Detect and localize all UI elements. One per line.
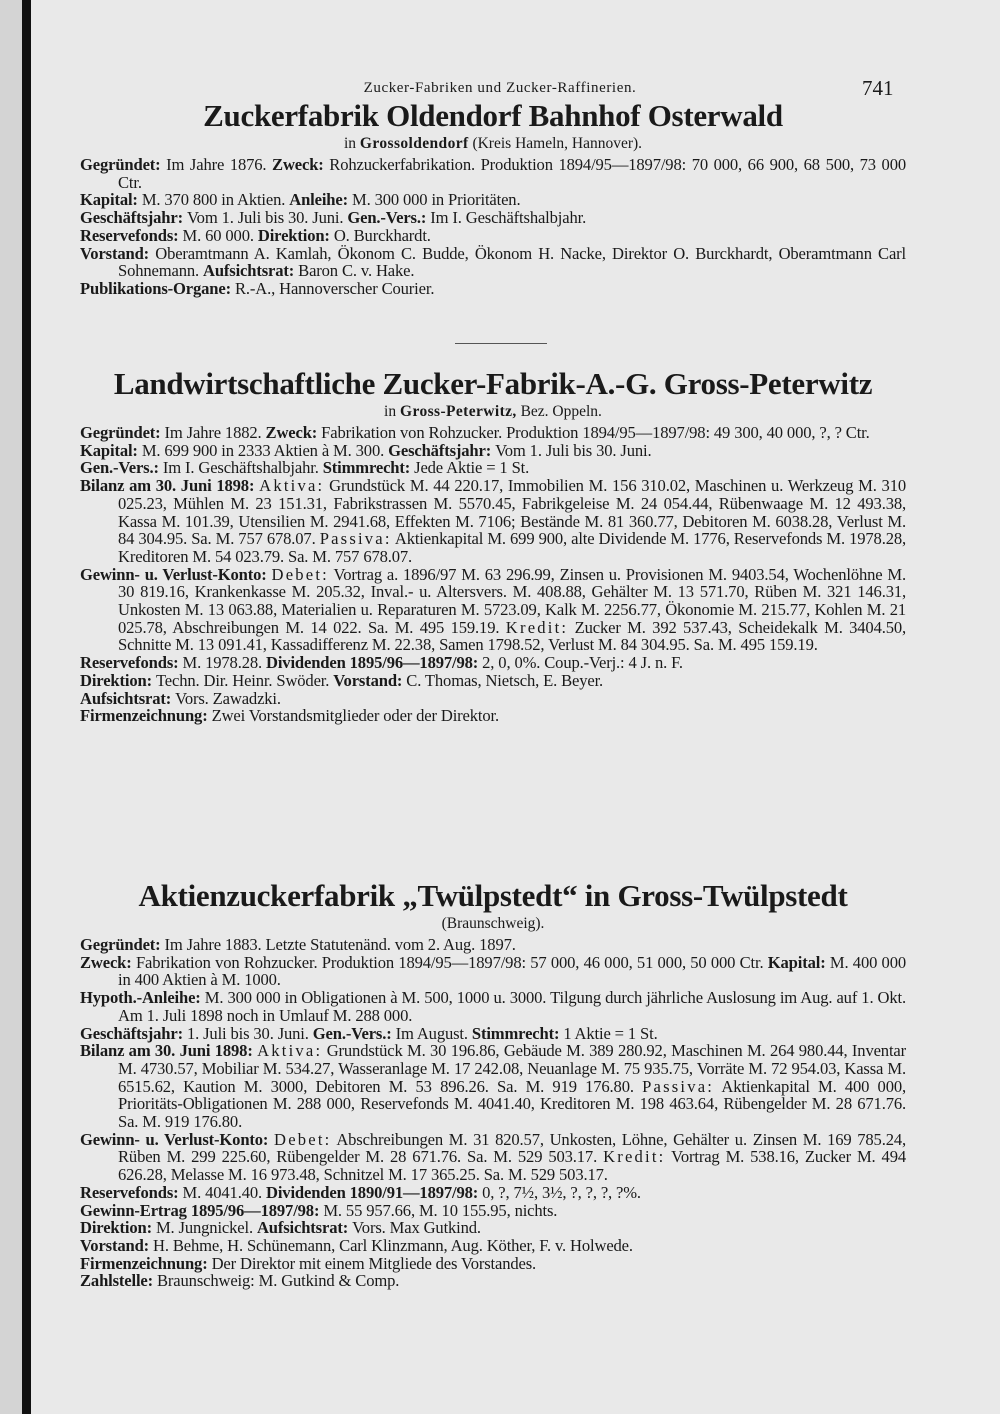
field-value: R.-A., Hannoverscher Courier. xyxy=(234,278,435,298)
field-value: Zwei Vorstandsmitglieder oder der Direktor. xyxy=(211,706,499,726)
field-value: 0, ?, 7½, 3½, ?, ?, ?, ?%. xyxy=(482,1182,641,1202)
field-label: Geschäftsjahr: xyxy=(80,1023,187,1043)
field-label: Kapital: xyxy=(767,952,830,972)
field-label: Direktion: xyxy=(80,1218,156,1238)
field-value: Grundstück M. 30 196.86, Gebäude M. 389 280.92, Maschinen M. 264 980.44, Inventar M. 4730.57, Mobiliar M. 534.27, Wasseranlage M. 17 242.08, Neuanlage M. 75 935.75, Vorräte M. 72 954.03, Kassa M. 6515.62, Kaution M. 3000, Debitoren M. 53 896.26. Sa. M. 919 176.80. xyxy=(118,1041,906,1096)
entry-paragraph xyxy=(80,1202,906,1220)
field-value: Rohzuckerfabrikation. Produktion 1894/95—1897/98: 70 000, 66 900, 68 500, 73 000 Ctr. xyxy=(118,155,906,192)
field-label: Zweck: xyxy=(265,423,322,442)
field-label: Gen.-Vers.: xyxy=(312,1023,396,1043)
account-side-label: Passiva: xyxy=(642,1076,715,1096)
entry-paragraph xyxy=(80,227,906,245)
field-value: M. 300 000 in Obligationen à M. 500, 1000 u. 3000. Tilgung durch jährliche Auslosung im Aug. auf 1. Okt. Am 1. Juli 1898 noch in Umlauf M. 288 000. xyxy=(118,988,906,1025)
entry-paragraph xyxy=(80,1237,906,1255)
field-value: Vors. Max Gutkind. xyxy=(352,1218,481,1238)
field-label: Aufsichtsrat: xyxy=(256,1218,353,1238)
field-value: M. 300 000 in Prioritäten. xyxy=(351,190,521,210)
field-value: Oberamtmann A. Kamlah, Ökonom C. Budde, Ökonom H. Nacke, Direktor O. Burckhardt, Oberamtmann Carl Sohnemann. xyxy=(118,243,906,281)
entry-paragraph xyxy=(80,690,906,708)
field-label: Zweck: xyxy=(272,155,330,174)
field-label: Aufsichtsrat: xyxy=(203,261,299,281)
field-value: C. Thomas, Nietsch, E. Beyer. xyxy=(406,670,604,690)
field-label: Stimmrecht: xyxy=(322,458,415,478)
company-location xyxy=(80,402,906,422)
entry-paragraph xyxy=(80,459,906,477)
field-label: Zahlstelle: xyxy=(80,1271,158,1291)
field-value: Fabrikation von Rohzucker. Produktion 1894/95—1897/98: 49 300, 40 000, ?, ? Ctr. xyxy=(321,423,870,442)
field-value: Grundstück M. 44 220.17, Immobilien M. 156 310.02, Maschinen u. Werkzeug M. 310 025.23, Mühlen M. 23 151.31, Fabrikstrassen M. 5570.45, Fabrikgeleise M. 24 054.44, Rübenwaage M. 12 493.38, Kassa M. 101.39, Utensilien M. 2941.68, Effekten M. 7106; Bestände M. 81 360.77, Debitoren M. 6038.28, Verlust M. 84 304.95. Sa. M. 757 678.07. xyxy=(118,476,906,549)
field-label: Gen.-Vers.: xyxy=(80,458,163,478)
field-value: M. 400 000 in 400 Aktien à M. 1000. xyxy=(118,952,906,990)
field-value: Techn. Dir. Heinr. Swöder. xyxy=(155,670,334,690)
field-value: Baron C. v. Hake. xyxy=(298,261,415,281)
field-label: Anleihe: xyxy=(289,190,352,210)
entry-paragraph xyxy=(80,245,906,280)
field-value: Vors. Zawadzki. xyxy=(175,688,281,708)
field-label: Hypoth.-Anleihe: xyxy=(80,988,205,1008)
company-title: Zuckerfabrik Oldendorf Bahnhof Osterwald xyxy=(203,98,783,133)
company-title: Landwirtschaftliche Zucker-Fabrik-A.-G. Gross-Peterwitz xyxy=(113,366,873,401)
location-prefix: in xyxy=(384,403,400,420)
entry-paragraph xyxy=(80,672,906,690)
field-value: Im I. Geschäftshalbjahr. xyxy=(430,208,587,228)
entry-paragraph xyxy=(80,477,906,566)
field-value: Im August. xyxy=(395,1023,472,1043)
section-divider xyxy=(455,343,547,344)
entry-paragraph xyxy=(80,989,906,1024)
field-value: Vom 1. Juli bis 30. Juni. xyxy=(186,208,348,228)
entry-paragraph xyxy=(80,1025,906,1043)
entry-paragraph xyxy=(80,209,906,227)
field-label: Geschäftsjahr: xyxy=(388,440,496,460)
field-label: Kapital: xyxy=(80,440,142,460)
scan-edge xyxy=(0,0,22,1414)
entry-paragraph xyxy=(80,1131,906,1184)
field-label: Bilanz am 30. Juni 1898: xyxy=(80,1041,258,1061)
field-label: Direktion: xyxy=(257,225,334,245)
field-label: Aufsichtsrat: xyxy=(80,688,176,708)
account-side-label: Aktiva: xyxy=(257,1041,323,1061)
field-label: Reservefonds: xyxy=(80,1182,183,1202)
account-side-label: Aktiva: xyxy=(259,476,325,496)
location-prefix: in xyxy=(343,135,360,152)
field-label: Firmenzeichnung: xyxy=(80,1253,212,1273)
field-label: Publikations-Organe: xyxy=(80,278,235,298)
location-suffix: (Kreis Hameln, Hannover). xyxy=(468,135,643,152)
field-value: Im Jahre 1883. Letzte Statutenänd. vom 2. Aug. 1897. xyxy=(164,935,516,954)
page-number: 741 xyxy=(862,76,894,100)
entry-paragraph xyxy=(80,936,906,954)
entry-paragraph xyxy=(80,707,906,725)
account-side-label: Debet: xyxy=(274,1129,332,1149)
field-label: Vorstand: xyxy=(80,1235,154,1255)
field-label: Firmenzeichnung: xyxy=(80,706,212,726)
field-label: Geschäftsjahr: xyxy=(80,208,187,228)
entry-paragraph xyxy=(80,1042,906,1131)
field-value: M. 60 000. xyxy=(182,225,258,245)
company-entry-oldendorf xyxy=(80,98,906,298)
field-value: Abschreibungen M. 31 820.57, Unkosten, Löhne, Gehälter u. Zinsen M. 169 785.24, Rüben M. 299 225.60, Rübengelder M. 28 671.76. Sa. M. 529 503.17. xyxy=(118,1129,906,1167)
account-side-label: Debet: xyxy=(271,564,329,584)
entry-paragraph xyxy=(80,566,906,655)
company-title: Aktienzuckerfabrik „Twülpstedt“ in Gross-Twülpstedt xyxy=(138,878,848,913)
field-value: Fabrikation von Rohzucker. Produktion 1894/95—1897/98: 57 000, 46 000, 51 000, 50 000 Ctr. xyxy=(135,952,768,972)
field-label: Direktion: xyxy=(80,670,156,690)
field-label: Vorstand: xyxy=(80,243,156,263)
field-label: Stimmrecht: xyxy=(471,1023,564,1043)
field-value: Aktienkapital M. 400 000, Prioritäts-Obligationen M. 288 000, Reservefonds M. 4041.40, Kreditoren M. 198 463.64, Rübengelder M. 28 671.76. Sa. M. 919 176.80. xyxy=(118,1076,906,1132)
location-place: Grossoldendorf xyxy=(359,135,469,152)
field-value: H. Behme, H. Schünemann, Carl Klinzmann, Aug. Köther, F. v. Holwede. xyxy=(153,1235,633,1255)
location-place: Gross-Peterwitz, xyxy=(399,403,517,420)
entry-paragraph xyxy=(80,654,906,672)
field-label: Dividenden 1890/91—1897/98: xyxy=(266,1182,483,1202)
account-side-label: Kredit: xyxy=(603,1147,666,1167)
entry-paragraph xyxy=(80,954,906,989)
entry-paragraph xyxy=(80,1255,906,1273)
entry-paragraph xyxy=(80,1272,906,1290)
field-value: Aktienkapital M. 699 900, alte Dividende M. 1776, Reservefonds M. 1978.28, Kreditoren M. 54 023.79. Sa. M. 757 678.07. xyxy=(118,529,906,566)
field-label: Gewinn-Ertrag 1895/96—1897/98: xyxy=(80,1200,324,1220)
field-value: 1 Aktie = 1 St. xyxy=(563,1023,658,1043)
field-label: Vorstand: xyxy=(333,670,407,690)
scan-edge-shadow xyxy=(22,0,31,1414)
entry-paragraph xyxy=(80,1184,906,1202)
field-value: Im I. Geschäftshalbjahr. xyxy=(162,458,323,478)
field-value: 2, 0, 0%. Coup.-Verj.: 4 J. n. F. xyxy=(482,653,683,673)
running-header: Zucker-Fabriken und Zucker-Raffinerien. xyxy=(363,80,637,96)
field-label: Gegründet: xyxy=(80,423,165,442)
entry-paragraph xyxy=(80,156,906,191)
entry-paragraph xyxy=(80,424,906,442)
field-label: Dividenden 1895/96—1897/98: xyxy=(266,653,483,673)
field-value: M. 55 957.66, M. 10 155.95, nichts. xyxy=(323,1200,558,1220)
location-suffix: Bez. Oppeln. xyxy=(516,403,602,420)
field-value: Vom 1. Juli bis 30. Juni. xyxy=(495,440,652,460)
entry-paragraph xyxy=(80,1219,906,1237)
field-label: Gen.-Vers.: xyxy=(347,208,431,228)
entry-paragraph xyxy=(80,191,906,209)
field-label: Gewinn- u. Verlust-Konto: xyxy=(80,1129,275,1149)
field-value: Zucker M. 392 537.43, Scheidekalk M. 3404.50, Schnitte M. 13 091.41, Kassadifferenz M. 22.38, Samen 1798.52, Verlust M. 84 304.95. Sa. M. 495 159.19. xyxy=(118,617,907,655)
entry-paragraph xyxy=(80,442,906,460)
field-value: Braunschweig: M. Gutkind & Comp. xyxy=(157,1271,400,1291)
field-label: Gewinn- u. Verlust-Konto: xyxy=(80,564,272,584)
field-value: M. 370 800 in Aktien. xyxy=(141,190,290,210)
field-value: M. 699 900 in 2333 Aktien à M. 300. xyxy=(141,440,389,460)
company-location xyxy=(80,914,906,934)
field-value: Der Direktor mit einem Mitgliede des Vorstandes. xyxy=(211,1253,537,1273)
account-side-label: Kredit: xyxy=(505,617,569,637)
field-value: Im Jahre 1876. xyxy=(166,155,273,174)
field-label: Kapital: xyxy=(80,190,142,210)
field-label: Reservefonds: xyxy=(80,225,183,245)
company-location xyxy=(80,134,906,154)
field-label: Reservefonds: xyxy=(80,653,183,673)
entry-paragraph xyxy=(80,280,906,298)
field-label: Bilanz am 30. Juni 1898: xyxy=(80,476,260,496)
company-entry-gross-peterwitz xyxy=(80,366,906,725)
field-value: Im Jahre 1882. xyxy=(164,423,266,442)
field-label: Gegründet: xyxy=(80,935,165,954)
field-value: Jede Aktie = 1 St. xyxy=(414,458,530,478)
field-value: Vortrag a. 1896/97 M. 63 296.99, Zinsen u. Provisionen M. 9403.54, Wochenlöhne M. 30 819.16, Krankenkasse M. 205.32, Inval.- u. Altersvers. M. 408.88, Gehälter M. 13 571.70, Rüben M. 321 146.31, Unkosten M. 13 063.88, Materialien u. Reparaturen M. 5723.09, Kalk M. 2256.77, Ökonomie M. 215.77, Kohlen M. 21 025.78, Abschreibungen M. 14 022. Sa. M. 495 159.19. xyxy=(118,564,906,637)
account-side-label: Passiva: xyxy=(319,529,392,549)
field-value: Vortrag M. 538.16, Zucker M. 494 626.28, Melasse M. 16 973.48, Schnitzel M. 17 365.25. Sa. M. 529 503.17. xyxy=(118,1147,906,1185)
location-suffix: (Braunschweig). xyxy=(441,915,545,932)
field-label: Zweck: xyxy=(80,952,136,972)
field-value: 1. Juli bis 30. Juni. xyxy=(186,1023,313,1043)
field-value: O. Burckhardt. xyxy=(333,225,431,245)
field-label: Gegründet: xyxy=(80,155,167,174)
field-value: M. 4041.40. xyxy=(182,1182,266,1202)
company-entry-twuelpstedt xyxy=(80,878,906,1290)
field-value: M. Jungnickel. xyxy=(155,1218,257,1238)
field-value: M. 1978.28. xyxy=(182,653,266,673)
